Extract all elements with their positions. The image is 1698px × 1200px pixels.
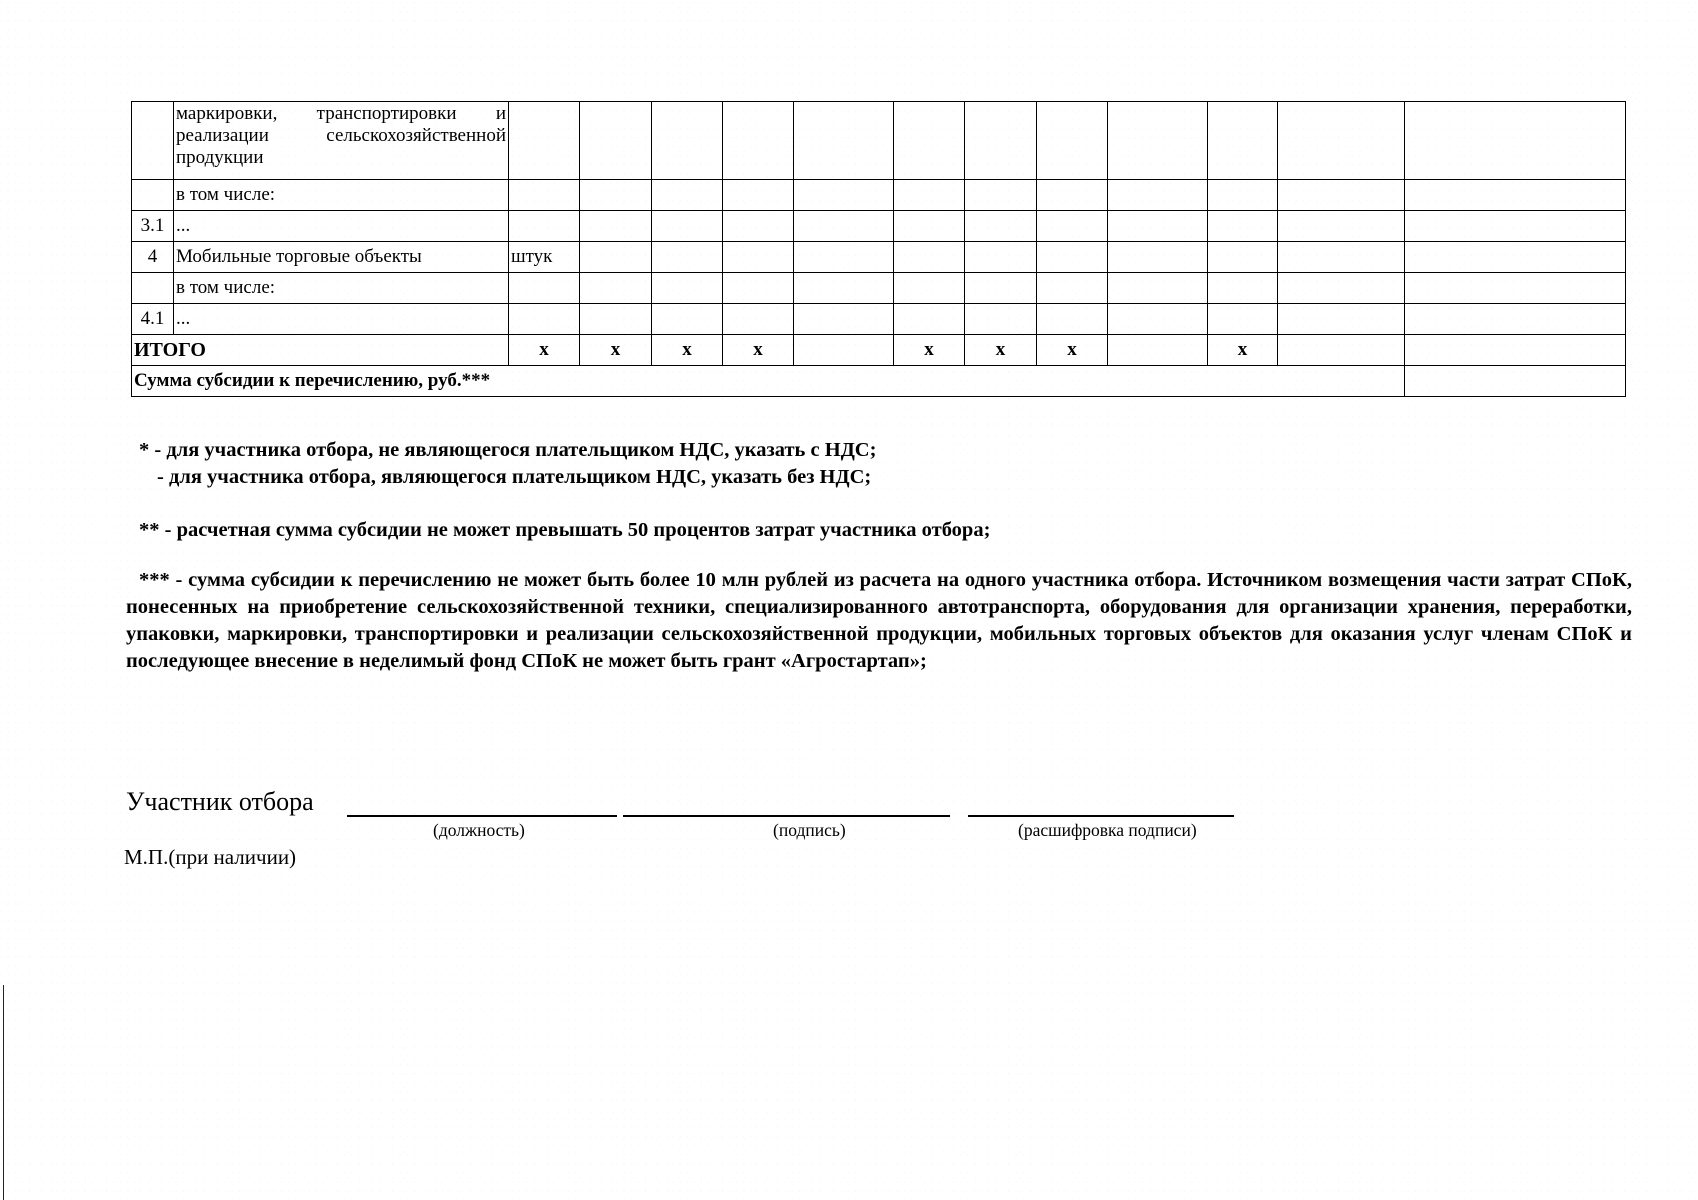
row-name: в том числе: xyxy=(174,180,509,211)
empty-cell xyxy=(1278,242,1405,273)
empty-cell xyxy=(1208,304,1278,335)
signature-caption: (подпись) xyxy=(773,820,846,840)
empty-cell xyxy=(1278,180,1405,211)
empty-cell xyxy=(1405,273,1626,304)
seal-label: М.П.(при наличии) xyxy=(124,845,297,869)
row-unit xyxy=(509,102,580,180)
total-row xyxy=(132,335,1626,366)
empty-cell xyxy=(1278,273,1405,304)
row-name: ... xyxy=(174,304,509,335)
total-cell xyxy=(1108,335,1208,366)
empty-cell xyxy=(723,242,794,273)
empty-cell xyxy=(794,304,894,335)
empty-cell xyxy=(1278,102,1405,180)
empty-cell xyxy=(894,102,965,180)
empty-cell xyxy=(1108,180,1208,211)
empty-cell xyxy=(1208,180,1278,211)
row-name: маркировки, транспортировки и реализации сельскохозяйственной продукции xyxy=(174,102,509,180)
row-unit: штук xyxy=(509,242,580,273)
empty-cell xyxy=(652,242,723,273)
empty-cell xyxy=(1108,304,1208,335)
total-cell: x xyxy=(1208,335,1278,366)
table-row xyxy=(132,102,1626,180)
empty-cell xyxy=(794,180,894,211)
empty-cell xyxy=(723,102,794,180)
empty-cell xyxy=(1405,211,1626,242)
total-cell: x xyxy=(894,335,965,366)
empty-cell xyxy=(794,211,894,242)
empty-cell xyxy=(894,273,965,304)
footnote-vat-1: * - для участника отбора, не являющегося плательщиком НДС, указать с НДС; xyxy=(139,439,877,461)
footnote-limit: *** - сумма субсидии к перечислению не может быть более 10 млн рублей из расчета на одного участника отбора. Источником возмещения части затрат СПоК, понесенных на приобретение сельскохозяйственной техники, специализированного автотранспорта, оборудования для организации хранения, переработки, упаковки, маркировки, транспортировки и реализации сельскохозяйственной продукции, мобильных торговых объектов для оказания услуг членам СПоК и последующее внесение в неделимый фонд СПоК не может быть грант «Агростартап»; xyxy=(126,569,1632,672)
empty-cell xyxy=(894,304,965,335)
empty-cell xyxy=(894,180,965,211)
empty-cell xyxy=(965,304,1037,335)
empty-cell xyxy=(580,304,652,335)
row-unit xyxy=(509,273,580,304)
empty-cell xyxy=(1108,211,1208,242)
empty-cell xyxy=(580,211,652,242)
position-caption: (должность) xyxy=(433,820,525,840)
total-cell xyxy=(794,335,894,366)
row-number xyxy=(132,102,174,180)
row-number: 4.1 xyxy=(132,304,174,335)
subsidy-sum-row xyxy=(132,366,1626,397)
subsidy-sum-value xyxy=(1405,366,1626,397)
empty-cell xyxy=(580,242,652,273)
empty-cell xyxy=(1208,242,1278,273)
empty-cell xyxy=(1037,211,1108,242)
empty-cell xyxy=(794,273,894,304)
row-number xyxy=(132,273,174,304)
empty-cell xyxy=(1037,304,1108,335)
empty-cell xyxy=(894,211,965,242)
total-cell xyxy=(1405,335,1626,366)
total-cell: x xyxy=(1037,335,1108,366)
footnote-estimate: ** - расчетная сумма субсидии не может превышать 50 процентов затрат участника отбора; xyxy=(139,519,991,541)
table-row xyxy=(132,304,1626,335)
total-label: ИТОГО xyxy=(132,335,509,366)
empty-cell xyxy=(1108,242,1208,273)
total-cell: x xyxy=(580,335,652,366)
signature-line xyxy=(623,815,950,817)
total-cell: x xyxy=(652,335,723,366)
empty-cell xyxy=(723,304,794,335)
empty-cell xyxy=(794,102,894,180)
empty-cell xyxy=(1405,242,1626,273)
empty-cell xyxy=(1108,102,1208,180)
empty-cell xyxy=(723,180,794,211)
empty-cell xyxy=(1037,273,1108,304)
empty-cell xyxy=(652,304,723,335)
row-unit xyxy=(509,180,580,211)
empty-cell xyxy=(1208,102,1278,180)
cost-table xyxy=(131,101,1626,397)
row-unit xyxy=(509,211,580,242)
subsidy-sum-label: Сумма субсидии к перечислению, руб.*** xyxy=(132,366,1405,397)
empty-cell xyxy=(1278,211,1405,242)
empty-cell xyxy=(794,242,894,273)
footnote-vat-2: - для участника отбора, являющегося плательщиком НДС, указать без НДС; xyxy=(157,466,872,488)
participant-label: Участник отбора xyxy=(126,787,314,816)
empty-cell xyxy=(723,211,794,242)
empty-cell xyxy=(652,211,723,242)
empty-cell xyxy=(1037,242,1108,273)
empty-cell xyxy=(965,180,1037,211)
row-unit xyxy=(509,304,580,335)
decode-caption: (расшифровка подписи) xyxy=(1018,820,1197,840)
row-name: ... xyxy=(174,211,509,242)
empty-cell xyxy=(1037,180,1108,211)
row-name: в том числе: xyxy=(174,273,509,304)
total-cell xyxy=(1278,335,1405,366)
table-row xyxy=(132,242,1626,273)
scan-edge-line xyxy=(3,985,4,1200)
empty-cell xyxy=(580,180,652,211)
empty-cell xyxy=(965,242,1037,273)
total-cell: x xyxy=(965,335,1037,366)
empty-cell xyxy=(652,102,723,180)
table-row xyxy=(132,273,1626,304)
row-number: 4 xyxy=(132,242,174,273)
empty-cell xyxy=(965,102,1037,180)
empty-cell xyxy=(1108,273,1208,304)
empty-cell xyxy=(652,180,723,211)
empty-cell xyxy=(1405,102,1626,180)
row-number: 3.1 xyxy=(132,211,174,242)
empty-cell xyxy=(1405,304,1626,335)
empty-cell xyxy=(1208,273,1278,304)
empty-cell xyxy=(580,273,652,304)
table-row xyxy=(132,211,1626,242)
row-number xyxy=(132,180,174,211)
decode-line xyxy=(968,815,1234,817)
empty-cell xyxy=(580,102,652,180)
empty-cell xyxy=(965,273,1037,304)
table-row xyxy=(132,180,1626,211)
empty-cell xyxy=(965,211,1037,242)
row-name: Мобильные торговые объекты xyxy=(174,242,509,273)
total-cell: x xyxy=(723,335,794,366)
empty-cell xyxy=(1405,180,1626,211)
empty-cell xyxy=(894,242,965,273)
empty-cell xyxy=(1208,211,1278,242)
total-cell: x xyxy=(509,335,580,366)
position-line xyxy=(347,815,617,817)
empty-cell xyxy=(723,273,794,304)
empty-cell xyxy=(1037,102,1108,180)
empty-cell xyxy=(1278,304,1405,335)
empty-cell xyxy=(652,273,723,304)
